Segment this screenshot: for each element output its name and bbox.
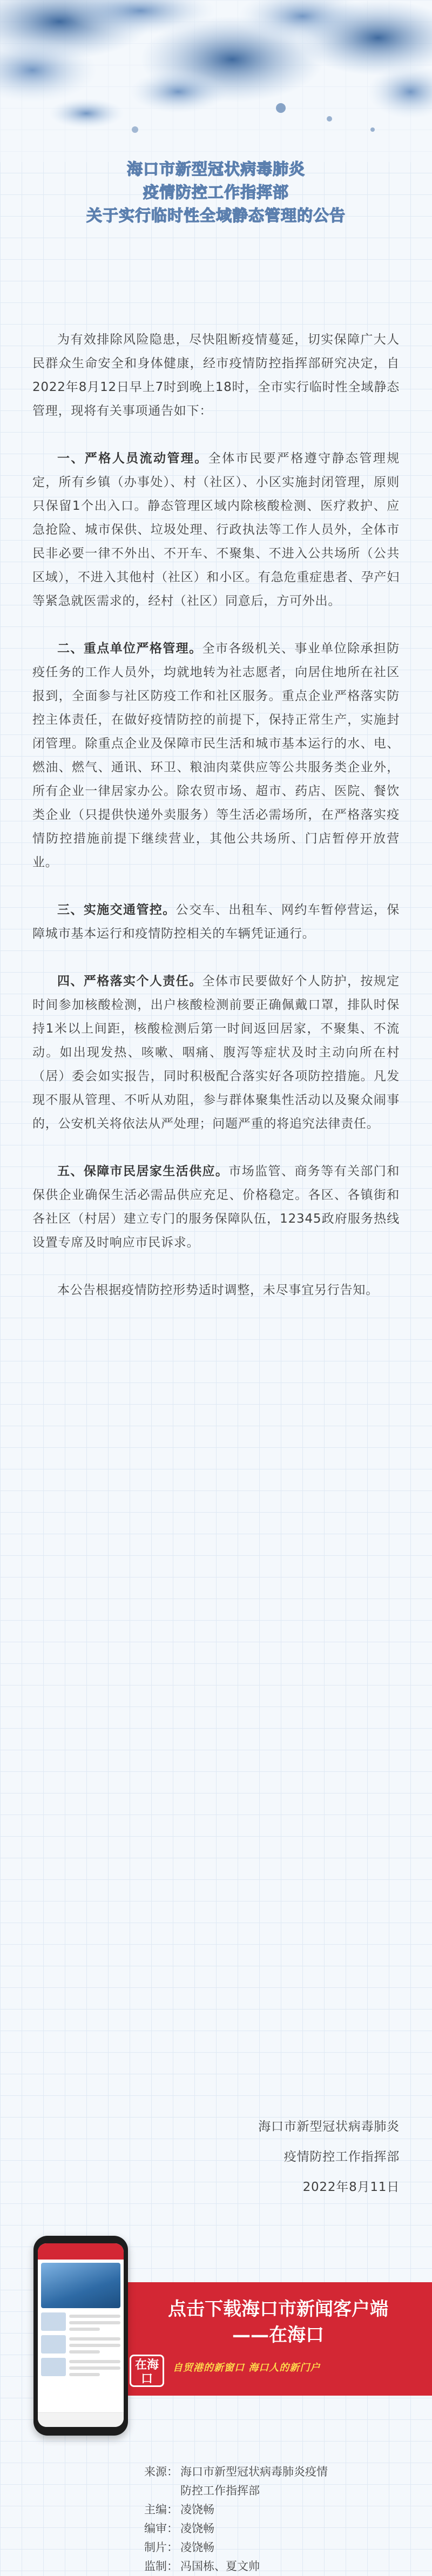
screen-header-bar	[38, 2243, 124, 2260]
credit-label: 来源：	[144, 2465, 178, 2478]
credit-row-source-cont	[103, 2481, 328, 2500]
credit-row-editor	[103, 2519, 328, 2538]
signature-org-line: 疫情防控工作指挥部	[284, 2150, 400, 2164]
phone-mockup	[33, 2236, 128, 2436]
paragraph-intro	[32, 328, 400, 423]
banner-headline[interactable]	[132, 2296, 424, 2348]
announcement-body	[32, 328, 400, 1326]
paragraph-lead: 一、严格人员流动管理。	[57, 451, 208, 466]
paragraph-text: 全市各级机关、事业单位除承担防疫任务的工作人员外，均就地转为社志愿者，向居住地所在社区报到，全面参与社区防疫工作和社区服务。重点企业严格落实防控主体责任，在做好疫情防控的前提下，保持正常生产，实施封闭管理。除重点企业及保障市民生活和城市基本运行的水、电、燃油、燃气、通讯、环卫、粮油肉菜供应等公共服务类企业外，所有企业一律居家办公。除农贸市场、超市、药店、医院、餐饮类企业（只提供快递外卖服务）等生活必需场所，在严格落实疫情防控措施前提下继续营业，其他公共场所、门店暂停开放营业。	[32, 642, 400, 869]
signature-date: 2022年8月11日	[302, 2180, 400, 2194]
credit-value: 防控工作指挥部	[180, 2484, 260, 2497]
paragraph-item-1	[32, 447, 400, 613]
ink-splash-illustration	[0, 0, 432, 162]
title-line: 关于实行临时性全域静态管理的公告	[86, 206, 346, 225]
credit-row-supervisor	[103, 2557, 328, 2576]
announcement-title	[0, 158, 432, 227]
credit-row-source	[103, 2463, 328, 2481]
paragraph-lead: 五、保障市民居家生活供应。	[57, 1164, 229, 1178]
credit-label: 监制：	[144, 2560, 178, 2573]
credit-value: 冯国栋、夏文帅	[180, 2560, 260, 2573]
paragraph-text: 市场监管、商务等有关部门和保供企业确保生活必需品供应充足、价格稳定。各区、各镇街和各社区（村居）建立专门的服务保障队伍，12345政府服务热线设置专席及时响应市民诉求。	[32, 1164, 400, 1250]
credits-block	[103, 2463, 328, 2576]
paragraph-lead: 三、实施交通管控。	[57, 903, 176, 917]
screen-hero-image	[41, 2263, 120, 2308]
credit-row-producer	[103, 2538, 328, 2557]
credit-value: 凌饶畅	[180, 2541, 214, 2554]
credit-value: 凌饶畅	[180, 2522, 214, 2535]
paragraph-text: 本公告根据疫情防控形势适时调整，未尽事宜另行告知。	[57, 1283, 379, 1297]
paragraph-text: 全体市民要做好个人防护，按规定时间参加核酸检测，出户核酸检测前要正确佩戴口罩，排队时保持1米以上间距，核酸检测后第一时间返回居家，不聚集、不流动。如出现发热、咳嗽、咽痛、腹泻等症状及时主动向所在村（居）委会如实报告，同时积极配合落实好各项防控措施。凡发现不服从管理、不听从劝阻，参与群体聚集性活动以及聚众闹事的，公安机关将依法从严处理；问题严重的将追究法律责任。	[32, 974, 400, 1131]
app-logo-icon: 在海口	[130, 2355, 164, 2387]
app-download-banner[interactable]	[0, 2236, 432, 2457]
banner-headline-line: ——在海口	[232, 2324, 324, 2346]
credit-label: 编审：	[144, 2522, 178, 2535]
screen-tab-bar	[38, 2412, 124, 2427]
paragraph-text: 为有效排除风险隐患，尽快阻断疫情蔓延，切实保障广大人民群众生命安全和身体健康，经市疫情防控指挥部研究决定，自2022年8月12日早上7时到晚上18时，全市实行临时性全域静态管理，现将有关事项通告如下：	[32, 333, 400, 418]
banner-slogan: 自贸港的新窗口 海口人的新门户	[173, 2362, 321, 2373]
credit-label: 主编：	[144, 2503, 178, 2516]
credit-value: 凌饶畅	[180, 2503, 214, 2516]
credit-row-chief-editor	[103, 2500, 328, 2519]
paragraph-lead: 四、严格落实个人责任。	[57, 974, 202, 988]
paragraph-closing	[32, 1278, 400, 1302]
title-line: 疫情防控工作指挥部	[143, 183, 289, 201]
banner-headline-line: 点击下载海口市新闻客户端	[168, 2298, 388, 2320]
paragraph-item-4	[32, 969, 400, 1136]
credit-label: 制片：	[144, 2541, 178, 2554]
title-line: 海口市新型冠状病毒肺炎	[126, 160, 305, 178]
phone-screen	[38, 2243, 124, 2427]
screen-news-row	[41, 2358, 120, 2376]
paragraph-item-3	[32, 898, 400, 946]
paragraph-item-2	[32, 637, 400, 874]
paragraph-lead: 二、重点单位严格管理。	[57, 642, 202, 656]
signature-org-line: 海口市新型冠状病毒肺炎	[258, 2120, 400, 2134]
screen-news-row	[41, 2335, 120, 2354]
paragraph-item-5	[32, 1159, 400, 1255]
paragraph-text: 全体市民要严格遵守静态管理规定，所有乡镇（办事处）、村（社区）、小区实施封闭管理，原则只保留1个出入口。静态管理区域内除核酸检测、医疗救护、应急抢险、城市保供、垃圾处理、行政执法等工作人员外，全体市民非必要一律不外出、不开车、不聚集、不进入公共场所（公共区域），不进入其他村（社区）和小区。有急危重症患者、孕产妇等紧急就医需求的，经村（社区）同意后，方可外出。	[32, 451, 400, 608]
signature-block	[258, 2112, 400, 2202]
paragraph-text: 公交车、出租车、网约车暂停营运，保障城市基本运行和疫情防控相关的车辆凭证通行。	[32, 903, 400, 941]
screen-news-row	[41, 2312, 120, 2331]
credit-value: 海口市新型冠状病毒肺炎疫情	[180, 2465, 328, 2478]
